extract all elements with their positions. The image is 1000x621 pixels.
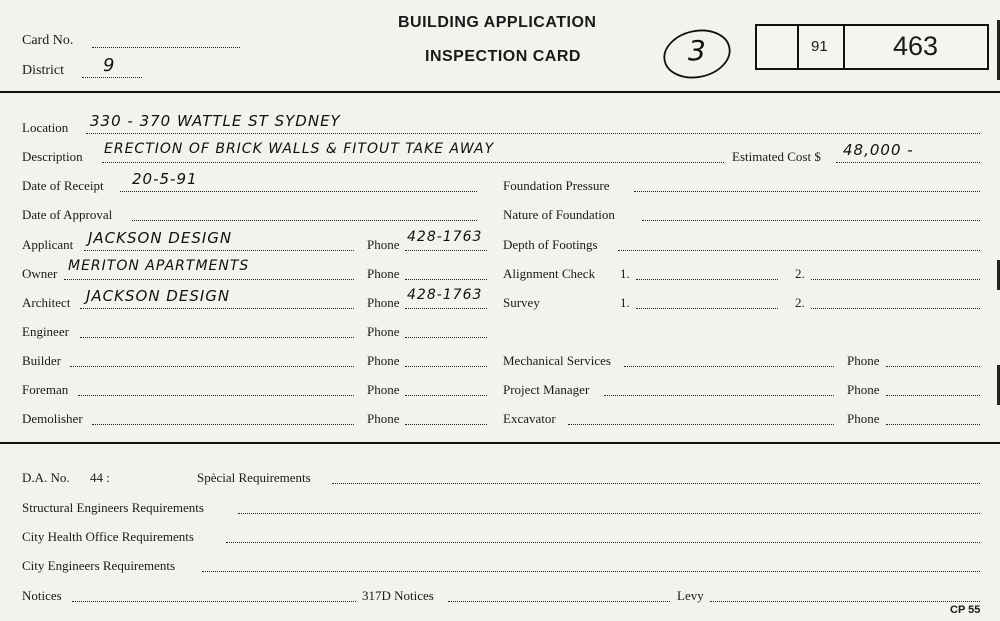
card-number-prefix: 91: [811, 38, 828, 55]
excavator-label: Excavator: [503, 411, 556, 426]
owner-phone-label: Phone: [367, 266, 400, 281]
levy-label: Levy: [677, 588, 704, 603]
foreman-field[interactable]: [78, 395, 354, 396]
architect-value: JACKSON DESIGN: [86, 287, 231, 305]
owner-field[interactable]: [64, 279, 354, 280]
engineer-phone-field[interactable]: [405, 337, 487, 338]
card-no-label: Card No.: [22, 33, 74, 48]
date-of-receipt-label: Date of Receipt: [22, 178, 104, 193]
levy-field[interactable]: [710, 601, 980, 602]
special-requirements-field[interactable]: [332, 483, 980, 484]
alignment-check-label: Alignment Check: [503, 266, 596, 281]
location-value: 330 - 370 WATTLE ST SYDNEY: [90, 112, 341, 130]
section-rule: [0, 442, 1000, 444]
excavator-field[interactable]: [568, 424, 834, 425]
builder-label: Builder: [22, 353, 61, 368]
da-no-label: D.A. No.: [22, 470, 70, 485]
architect-label: Architect: [22, 295, 71, 310]
applicant-value: JACKSON DESIGN: [88, 229, 233, 247]
alignment-check-num-2: 2.: [795, 266, 805, 281]
project-manager-phone-label: Phone: [847, 382, 880, 397]
builder-phone-field[interactable]: [405, 366, 487, 367]
mechanical-services-phone-label: Phone: [847, 353, 880, 368]
alignment-check-field-2[interactable]: [811, 279, 980, 280]
description-value: ERECTION OF BRICK WALLS & FITOUT TAKE AWAY: [104, 141, 495, 157]
date-of-receipt-field[interactable]: [120, 191, 477, 192]
builder-phone-label: Phone: [367, 353, 400, 368]
alignment-check-field-1[interactable]: [636, 279, 778, 280]
foreman-phone-field[interactable]: [405, 395, 487, 396]
applicant-phone-value: 428-1763: [407, 229, 483, 245]
architect-field[interactable]: [80, 308, 354, 309]
date-of-approval-label: Date of Approval: [22, 207, 113, 222]
nature-of-foundation-field[interactable]: [642, 220, 980, 221]
survey-field-1[interactable]: [636, 308, 778, 309]
estimated-cost-label: Estimated Cost $: [732, 149, 821, 164]
foreman-phone-label: Phone: [367, 382, 400, 397]
circled-number: 3: [688, 34, 707, 67]
excavator-phone-label: Phone: [847, 411, 880, 426]
location-field[interactable]: [86, 133, 980, 134]
mechanical-services-label: Mechanical Services: [503, 353, 611, 368]
card-no-field[interactable]: [92, 47, 240, 48]
mechanical-services-field[interactable]: [624, 366, 834, 367]
title-line-2: INSPECTION CARD: [425, 48, 581, 65]
excavator-phone-field[interactable]: [886, 424, 980, 425]
city-health-field[interactable]: [226, 542, 980, 543]
nature-of-foundation-label: Nature of Foundation: [503, 207, 615, 222]
project-manager-phone-field[interactable]: [886, 395, 980, 396]
structural-engineers-label: Structural Engineers Requirements: [22, 500, 204, 515]
architect-phone-field[interactable]: [405, 308, 487, 309]
foundation-pressure-field[interactable]: [634, 191, 980, 192]
builder-field[interactable]: [70, 366, 354, 367]
notices-field[interactable]: [72, 601, 356, 602]
city-health-label: City Health Office Requirements: [22, 529, 194, 544]
demolisher-label: Demolisher: [22, 411, 83, 426]
survey-field-2[interactable]: [811, 308, 980, 309]
header-rule: [0, 91, 1000, 93]
depth-of-footings-field[interactable]: [618, 250, 980, 251]
notices-317d-label: 317D Notices: [362, 588, 434, 603]
date-of-receipt-value: 20-5-91: [132, 170, 198, 188]
city-engineers-field[interactable]: [202, 571, 980, 572]
date-of-approval-field[interactable]: [132, 220, 477, 221]
owner-label: Owner: [22, 266, 58, 281]
notices-label: Notices: [22, 588, 62, 603]
district-value: 9: [103, 55, 116, 76]
estimated-cost-field[interactable]: [836, 162, 980, 163]
district-field[interactable]: [82, 77, 142, 78]
demolisher-phone-label: Phone: [367, 411, 400, 426]
applicant-label: Applicant: [22, 237, 74, 252]
card-number-box: [755, 24, 989, 70]
architect-phone-value: 428-1763: [407, 287, 483, 303]
foundation-pressure-label: Foundation Pressure: [503, 178, 610, 193]
da-no-value: 44 :: [90, 470, 110, 485]
alignment-check-num-1: 1.: [620, 266, 630, 281]
depth-of-footings-label: Depth of Footings: [503, 237, 598, 252]
applicant-phone-field[interactable]: [405, 250, 487, 251]
applicant-phone-label: Phone: [367, 237, 400, 252]
demolisher-phone-field[interactable]: [405, 424, 487, 425]
description-field[interactable]: [102, 162, 724, 163]
project-manager-label: Project Manager: [503, 382, 590, 397]
owner-phone-field[interactable]: [405, 279, 487, 280]
special-requirements-label: Spècial Requirements: [197, 470, 311, 485]
survey-label: Survey: [503, 295, 540, 310]
structural-engineers-field[interactable]: [238, 513, 980, 514]
engineer-field[interactable]: [80, 337, 354, 338]
owner-value: MERITON APARTMENTS: [68, 258, 250, 274]
survey-num-1: 1.: [620, 295, 630, 310]
title-line-1: BUILDING APPLICATION: [398, 14, 597, 31]
notices-317d-field[interactable]: [448, 601, 670, 602]
estimated-cost-value: 48,000 -: [843, 141, 914, 159]
engineer-label: Engineer: [22, 324, 69, 339]
applicant-field[interactable]: [84, 250, 354, 251]
foreman-label: Foreman: [22, 382, 69, 397]
architect-phone-label: Phone: [367, 295, 400, 310]
district-label: District: [22, 63, 64, 78]
survey-num-2: 2.: [795, 295, 805, 310]
demolisher-field[interactable]: [92, 424, 354, 425]
city-engineers-label: City Engineers Requirements: [22, 558, 176, 573]
mechanical-services-phone-field[interactable]: [886, 366, 980, 367]
card-number: 463: [893, 31, 939, 61]
location-label: Location: [22, 120, 69, 135]
description-label: Description: [22, 149, 83, 164]
form-code: CP 55: [950, 604, 981, 616]
project-manager-field[interactable]: [604, 395, 834, 396]
engineer-phone-label: Phone: [367, 324, 400, 339]
